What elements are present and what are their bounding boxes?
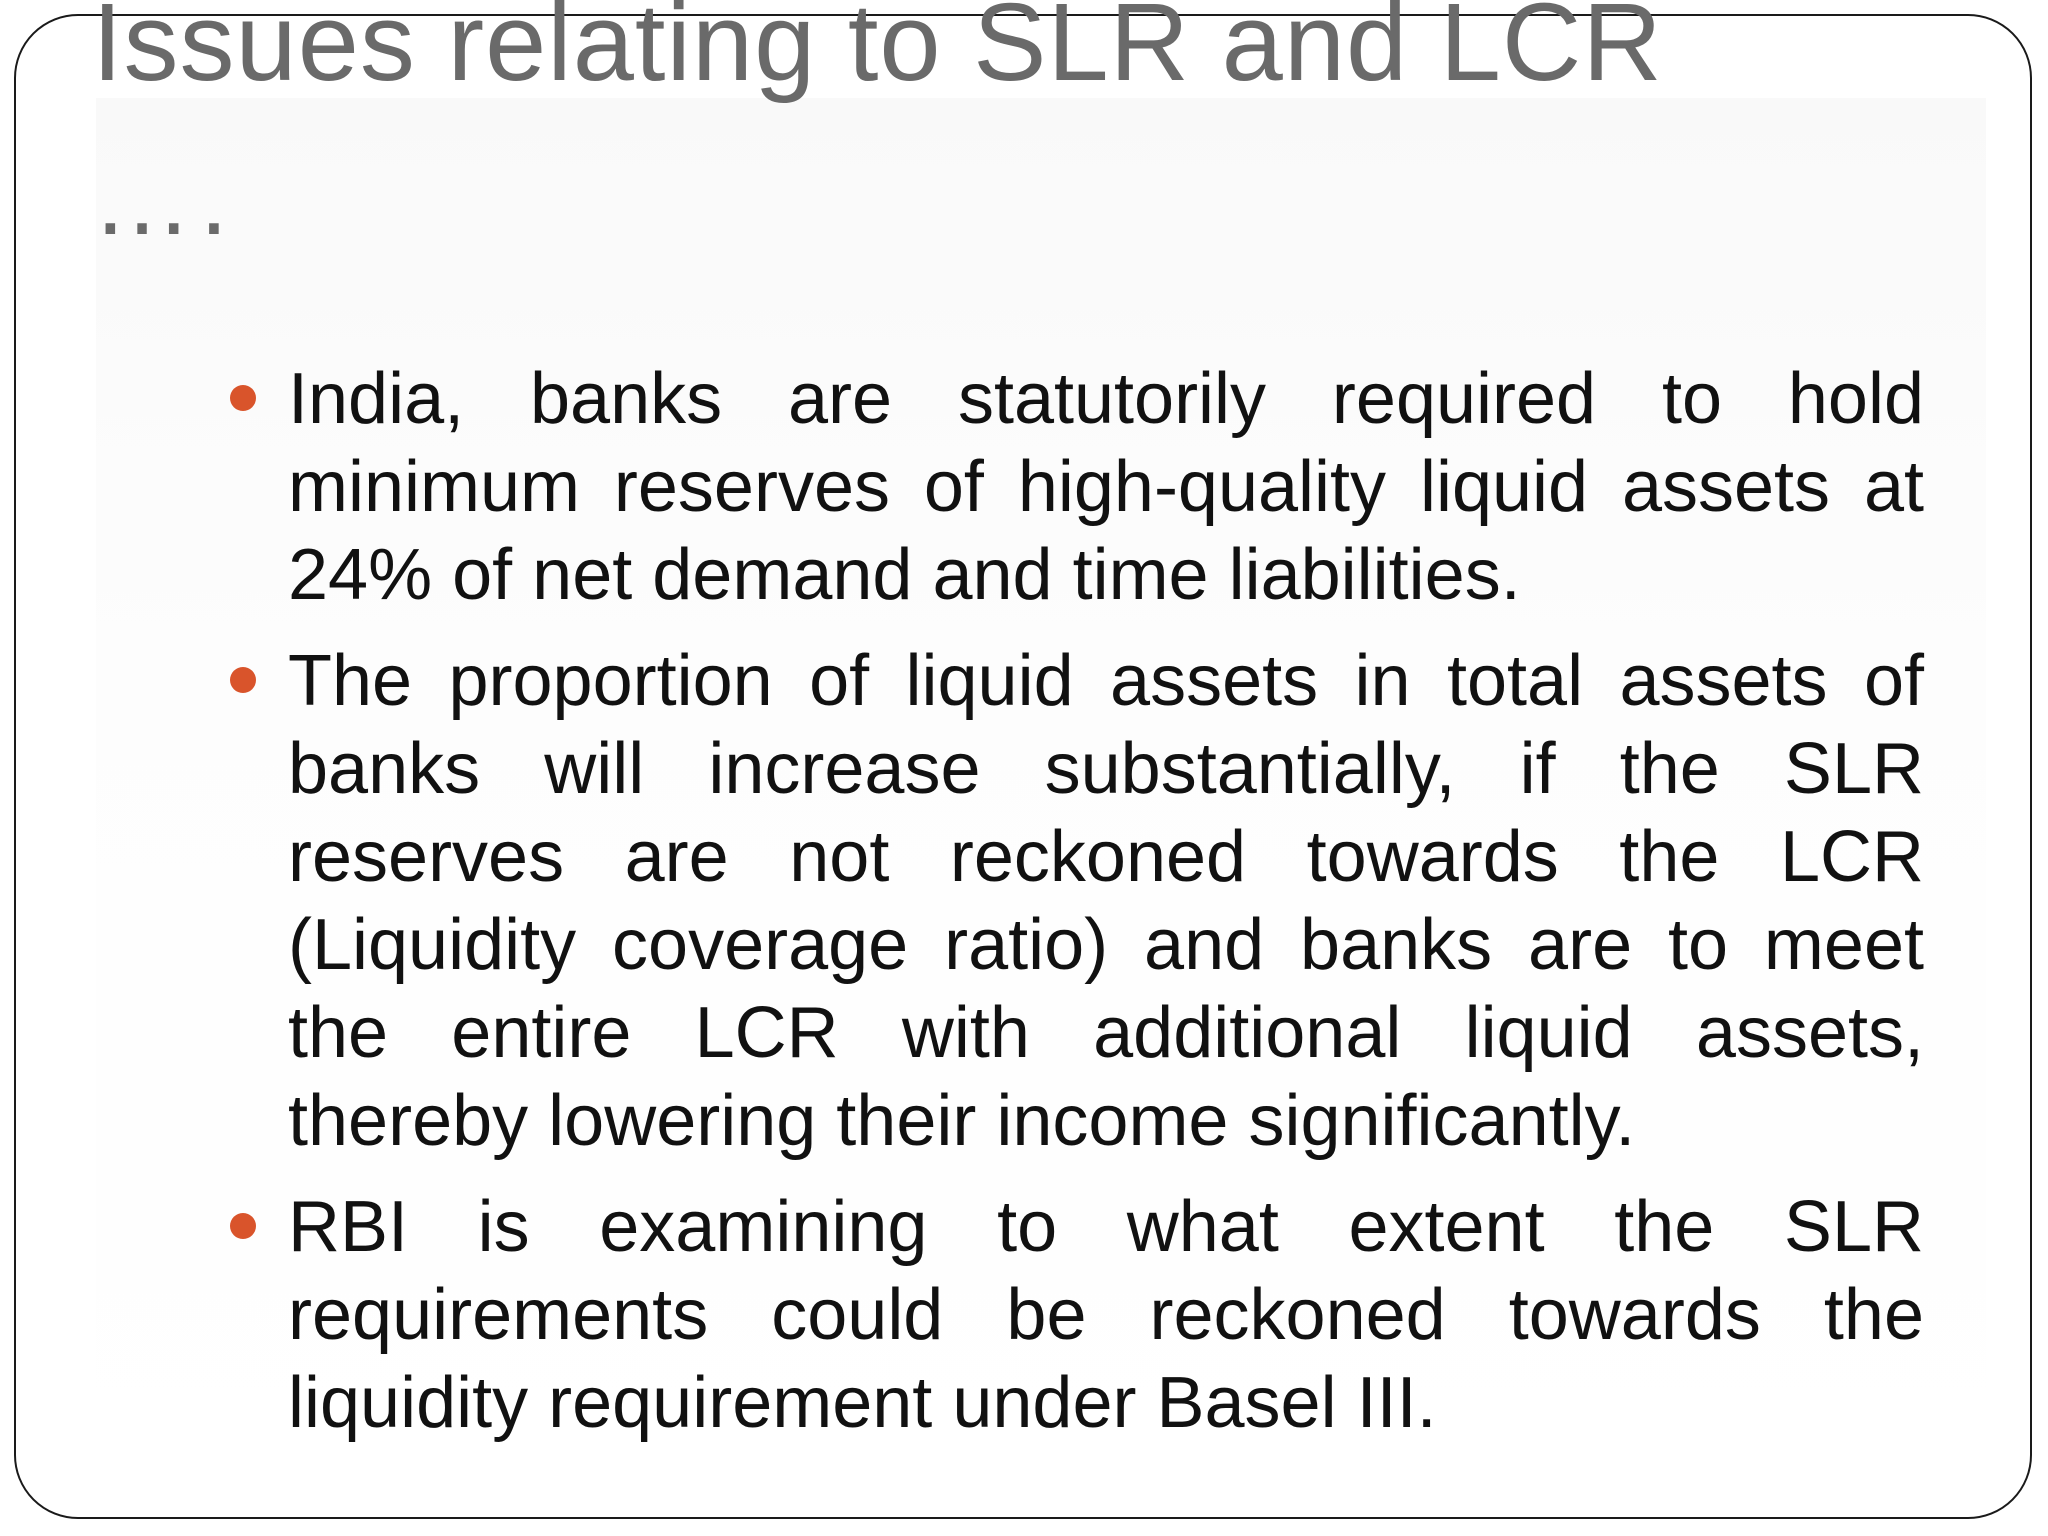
bullet-item [222,1183,1924,1447]
slide-title-continuation: …. [92,144,236,256]
bullet-list [222,355,1924,1465]
bullet-text: RBI is examining to what extent the SLR requirements could be reckoned towards the liquidity requirement under Basel III. [288,1187,1924,1443]
bullet-item [222,355,1924,619]
bullet-item [222,637,1924,1165]
bullet-text: The proportion of liquid assets in total assets of banks will increase substantially, if the SLR reserves are not reckoned towards the LCR (Liquidity coverage ratio) and banks are to meet the entire LCR with additional liquid assets, thereby lowering their income significantly. [288,641,1924,1161]
bullet-dot-icon [230,385,256,411]
bullet-text: India, banks are statutorily required to hold minimum reserves of high-quality liquid assets at 24% of net demand and time liabilities. [288,359,1924,615]
slide-title: Issues relating to SLR and LCR [92,0,1663,104]
bullet-dot-icon [230,1213,256,1239]
bullet-dot-icon [230,667,256,693]
